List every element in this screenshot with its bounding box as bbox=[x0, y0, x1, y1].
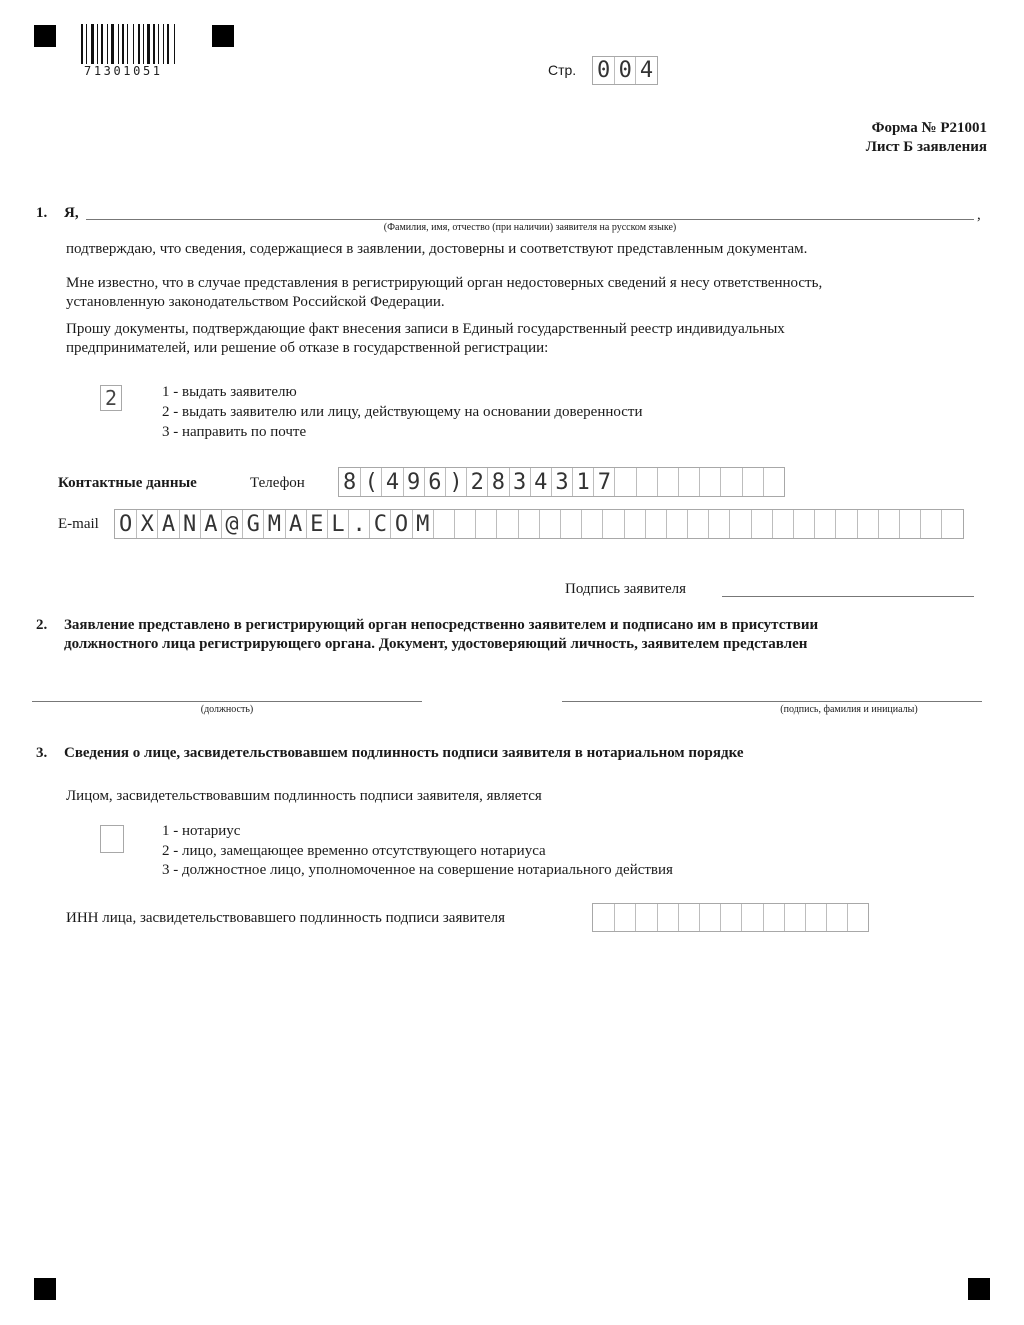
notary-person-label: Лицом, засвидетельствовавшим подлинность подписи заявителя, является bbox=[66, 788, 542, 804]
char-cell[interactable] bbox=[814, 510, 835, 538]
char-cell[interactable] bbox=[581, 510, 602, 538]
corner-marker-bottom-right bbox=[968, 1278, 990, 1300]
barcode-bar bbox=[143, 24, 144, 64]
official-signature-line bbox=[562, 701, 982, 702]
char-cell: 4 bbox=[635, 57, 656, 84]
char-cell[interactable] bbox=[539, 510, 560, 538]
char-cell[interactable]: 4 bbox=[530, 468, 551, 496]
barcode-bar bbox=[138, 24, 140, 64]
barcode-bar bbox=[81, 24, 83, 64]
char-cell[interactable] bbox=[805, 904, 826, 931]
char-cell[interactable]: L bbox=[327, 510, 348, 538]
char-cell[interactable]: ) bbox=[445, 468, 466, 496]
char-cell[interactable] bbox=[941, 510, 962, 538]
char-cell[interactable]: 3 bbox=[509, 468, 530, 496]
request-text-line1: Прошу документы, подтверждающие факт внесения записи в Единый государственный реестр индивидуальных bbox=[66, 321, 785, 337]
char-cell[interactable] bbox=[847, 904, 868, 931]
char-cell[interactable]: G bbox=[242, 510, 263, 538]
section-2-text-line1: Заявление представлено в регистрирующий орган непосредственно заявителем и подписано им в присутствии bbox=[64, 617, 819, 633]
char-cell[interactable]: 7 bbox=[593, 468, 614, 496]
delivery-option-3: 3 - направить по почте bbox=[162, 424, 307, 440]
char-cell: 0 bbox=[614, 57, 635, 84]
notary-inn-label: ИНН лица, засвидетельствовавшего подлинность подписи заявителя bbox=[66, 910, 506, 926]
contacts-label: Контактные данные bbox=[58, 475, 197, 491]
request-text-line2: предпринимателей, или решение об отказе в государственной регистрации: bbox=[66, 340, 549, 356]
char-cell[interactable]: 4 bbox=[381, 468, 402, 496]
char-cell[interactable] bbox=[699, 468, 720, 496]
char-cell[interactable]: @ bbox=[221, 510, 242, 538]
char-cell[interactable] bbox=[560, 510, 581, 538]
official-signature-caption: (подпись, фамилия и инициалы) bbox=[780, 704, 918, 715]
delivery-option-2: 2 - выдать заявителю или лицу, действующему на основании доверенности bbox=[162, 404, 643, 420]
barcode-bar bbox=[101, 24, 103, 64]
sheet-title: Лист Б заявления bbox=[865, 139, 987, 155]
char-cell[interactable]: O bbox=[390, 510, 411, 538]
char-cell[interactable] bbox=[720, 904, 741, 931]
char-cell: 0 bbox=[596, 58, 611, 83]
delivery-option-1: 1 - выдать заявителю bbox=[162, 384, 297, 400]
char-cell[interactable] bbox=[635, 904, 656, 931]
applicant-name-comma: , bbox=[977, 207, 981, 223]
notary-option-1: 1 - нотариус bbox=[162, 823, 241, 839]
awareness-text-line1: Мне известно, что в случае представления в регистрирующий орган недостоверных сведений я несу ответственность, bbox=[66, 275, 823, 291]
char-cell[interactable]: 3 bbox=[551, 468, 572, 496]
section-1-lead: Я, bbox=[64, 205, 79, 221]
barcode-bar bbox=[91, 24, 94, 64]
section-2-number: 2. bbox=[36, 617, 48, 633]
barcode-bar bbox=[118, 24, 119, 64]
barcode-bar bbox=[174, 24, 175, 64]
applicant-name-caption: (Фамилия, имя, отчество (при наличии) заявителя на русском языке) bbox=[383, 222, 677, 233]
section-3-title: Сведения о лице, засвидетельствовавшем подлинность подписи заявителя в нотариальном порядке bbox=[64, 745, 744, 761]
char-cell[interactable] bbox=[899, 510, 920, 538]
barcode-bar bbox=[153, 24, 155, 64]
notary-option-3: 3 - должностное лицо, уполномоченное на совершение нотариального действия bbox=[162, 862, 673, 878]
barcode-bar bbox=[97, 24, 98, 64]
char-cell[interactable]: 8 bbox=[342, 469, 357, 495]
char-cell[interactable]: A bbox=[157, 510, 178, 538]
char-cell[interactable] bbox=[636, 468, 657, 496]
barcode-bar bbox=[127, 24, 128, 64]
char-cell[interactable]: E bbox=[306, 510, 327, 538]
page-label: Стр. bbox=[548, 62, 577, 78]
corner-marker-top-right bbox=[212, 25, 234, 47]
awareness-text-line2: установленную законодательством Российской Федерации. bbox=[66, 294, 445, 310]
char-cell[interactable] bbox=[793, 510, 814, 538]
char-cell[interactable] bbox=[666, 510, 687, 538]
barcode-bar bbox=[158, 24, 159, 64]
char-cell[interactable] bbox=[657, 468, 678, 496]
char-cell[interactable] bbox=[614, 904, 635, 931]
barcode-bar bbox=[133, 24, 134, 64]
char-cell[interactable] bbox=[772, 510, 793, 538]
form-number: Форма № Р21001 bbox=[871, 120, 987, 136]
email-label: E-mail bbox=[58, 516, 99, 532]
section-1-number: 1. bbox=[36, 205, 48, 221]
page-number-cells bbox=[592, 56, 658, 85]
char-cell[interactable] bbox=[763, 904, 784, 931]
char-cell[interactable] bbox=[751, 510, 772, 538]
char-cell[interactable] bbox=[518, 510, 539, 538]
barcode-bar bbox=[167, 24, 169, 64]
char-cell[interactable] bbox=[720, 468, 741, 496]
char-cell[interactable]: 2 bbox=[466, 468, 487, 496]
char-cell[interactable]: M bbox=[263, 510, 284, 538]
char-cell[interactable] bbox=[708, 510, 729, 538]
char-cell[interactable] bbox=[763, 468, 784, 496]
char-cell[interactable] bbox=[784, 904, 805, 931]
section-2-text-line2: должностного лица регистрирующего органа. Документ, удостоверяющий личность, заявителем представлен bbox=[64, 636, 808, 652]
official-position-caption: (должность) bbox=[200, 704, 254, 715]
char-cell[interactable] bbox=[741, 904, 762, 931]
char-cell[interactable] bbox=[826, 904, 847, 931]
char-cell[interactable] bbox=[835, 510, 856, 538]
char-cell[interactable]: ( bbox=[360, 468, 381, 496]
barcode-bar bbox=[111, 24, 114, 64]
char-cell[interactable]: A bbox=[200, 510, 221, 538]
char-cell[interactable] bbox=[614, 468, 635, 496]
char-cell[interactable]: M bbox=[412, 510, 433, 538]
char-cell[interactable]: A bbox=[285, 510, 306, 538]
barcode bbox=[80, 24, 194, 68]
email-cells[interactable] bbox=[114, 509, 964, 539]
char-cell[interactable] bbox=[857, 510, 878, 538]
delivery-method-box[interactable]: 2 bbox=[100, 385, 122, 411]
official-position-line bbox=[32, 701, 422, 702]
notary-person-box[interactable] bbox=[100, 825, 124, 853]
char-cell[interactable] bbox=[454, 510, 475, 538]
char-cell[interactable]: 6 bbox=[424, 468, 445, 496]
char-cell[interactable] bbox=[433, 510, 454, 538]
char-cell[interactable]: O bbox=[118, 511, 133, 537]
char-cell[interactable] bbox=[687, 510, 708, 538]
applicant-signature-label: Подпись заявителя bbox=[565, 581, 687, 597]
char-cell[interactable]: 9 bbox=[403, 468, 424, 496]
barcode-bar bbox=[86, 24, 87, 64]
char-cell[interactable] bbox=[878, 510, 899, 538]
char-cell[interactable] bbox=[593, 904, 614, 931]
confirmation-text: подтверждаю, что сведения, содержащиеся в заявлении, достоверны и соответствуют представленным документам. bbox=[66, 241, 808, 257]
char-cell[interactable] bbox=[678, 468, 699, 496]
char-cell[interactable] bbox=[699, 904, 720, 931]
corner-marker-top-left bbox=[34, 25, 56, 47]
char-cell[interactable]: N bbox=[179, 510, 200, 538]
char-cell[interactable]: X bbox=[136, 510, 157, 538]
char-cell[interactable] bbox=[742, 468, 763, 496]
char-cell[interactable] bbox=[920, 510, 941, 538]
section-3-number: 3. bbox=[36, 745, 48, 761]
char-cell[interactable] bbox=[645, 510, 666, 538]
applicant-signature-line bbox=[722, 596, 974, 597]
phone-label: Телефон bbox=[250, 475, 305, 491]
barcode-bar bbox=[163, 24, 164, 64]
char-cell[interactable]: 8 bbox=[487, 468, 508, 496]
char-cell[interactable]: . bbox=[348, 510, 369, 538]
char-cell[interactable] bbox=[657, 904, 678, 931]
char-cell[interactable] bbox=[602, 510, 623, 538]
char-cell[interactable] bbox=[496, 510, 517, 538]
char-cell[interactable] bbox=[729, 510, 750, 538]
char-cell[interactable]: C bbox=[369, 510, 390, 538]
notary-inn-cells[interactable] bbox=[592, 903, 869, 932]
char-cell[interactable] bbox=[678, 904, 699, 931]
corner-marker-bottom-left bbox=[34, 1278, 56, 1300]
barcode-bar bbox=[147, 24, 150, 64]
char-cell[interactable]: 1 bbox=[572, 468, 593, 496]
barcode-number: 71301051 bbox=[84, 64, 163, 78]
applicant-name-line bbox=[86, 219, 974, 220]
char-cell[interactable] bbox=[475, 510, 496, 538]
barcode-bar bbox=[122, 24, 124, 64]
phone-cells[interactable] bbox=[338, 467, 785, 497]
barcode-bar bbox=[107, 24, 108, 64]
notary-option-2: 2 - лицо, замещающее временно отсутствующего нотариуса bbox=[162, 843, 546, 859]
char-cell[interactable] bbox=[624, 510, 645, 538]
